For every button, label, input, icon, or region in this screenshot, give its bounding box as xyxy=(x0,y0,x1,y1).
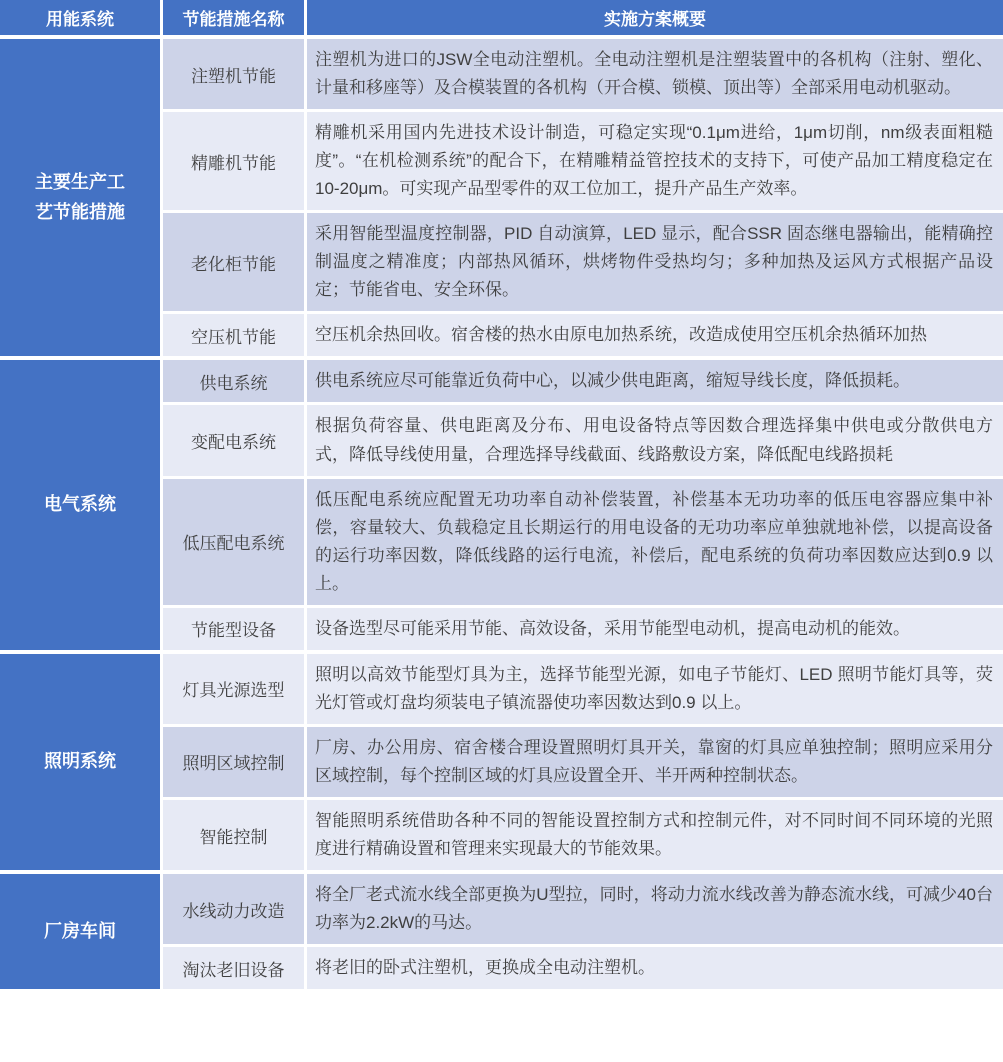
plan-summary-cell: 空压机余热回收。宿舍楼的热水由原电加热系统，改造成使用空压机余热循环加热 xyxy=(307,314,1003,356)
measure-name-cell: 空压机节能 xyxy=(163,314,304,356)
plan-summary-cell: 精雕机采用国内先进技术设计制造，可稳定实现“0.1μm进给，1μm切削，nm级表面粗糙度”。“在机检测系统”的配合下，在精雕精益管控技术的支持下，可使产品加工精度稳定在10-20μm。可实现产品型零件的双工位加工，提升产品生产效率。 xyxy=(307,112,1003,210)
header-cell-plan: 实施方案概要 xyxy=(307,0,1003,35)
system-group-cell: 厂房车间 xyxy=(0,874,160,989)
measure-name-cell: 精雕机节能 xyxy=(163,112,304,210)
plan-summary-cell: 将全厂老式流水线全部更换为U型拉，同时，将动力流水线改善为静态流水线，可减少40台功率为2.2kW的马达。 xyxy=(307,874,1003,944)
system-group-cell: 照明系统 xyxy=(0,654,160,870)
measure-name-cell: 变配电系统 xyxy=(163,405,304,475)
plan-summary-cell: 根据负荷容量、供电距离及分布、用电设备特点等因数合理选择集中供电或分散供电方式，降低导线使用量，合理选择导线截面、线路敷设方案，降低配电线路损耗 xyxy=(307,405,1003,475)
header-cell-system: 用能系统 xyxy=(0,0,160,35)
plan-summary-cell: 照明以高效节能型灯具为主，选择节能型光源，如电子节能灯、LED 照明节能灯具等，荧光灯管或灯盘均须装电子镇流器使功率因数达到0.9 以上。 xyxy=(307,654,1003,724)
plan-summary-cell: 厂房、办公用房、宿舍楼合理设置照明灯具开关，靠窗的灯具应单独控制；照明应采用分区域控制，每个控制区域的灯具应设置全开、半开两种控制状态。 xyxy=(307,727,1003,797)
measure-name-cell: 注塑机节能 xyxy=(163,39,304,109)
plan-summary-cell: 设备选型尽可能采用节能、高效设备，采用节能型电动机，提高电动机的能效。 xyxy=(307,608,1003,650)
plan-summary-cell: 供电系统应尽可能靠近负荷中心，以减少供电距离，缩短导线长度，降低损耗。 xyxy=(307,360,1003,402)
table-section xyxy=(0,360,1003,649)
measure-name-cell: 供电系统 xyxy=(163,360,304,402)
plan-summary-cell: 采用智能型温度控制器，PID 自动演算，LED 显示，配合SSR 固态继电器输出，能精确控制温度之精准度；内部热风循环，烘烤物件受热均匀；多种加热及运风方式根据产品设定；节能省电、安全环保。 xyxy=(307,213,1003,311)
measure-name-cell: 灯具光源选型 xyxy=(163,654,304,724)
plan-summary-cell: 将老旧的卧式注塑机，更换成全电动注塑机。 xyxy=(307,947,1003,989)
system-group-cell: 主要生产工艺节能措施 xyxy=(0,39,160,356)
measure-name-cell: 淘汰老旧设备 xyxy=(163,947,304,989)
table-section xyxy=(0,654,1003,870)
measure-name-cell: 低压配电系统 xyxy=(163,479,304,605)
plan-summary-cell: 注塑机为进口的JSW全电动注塑机。全电动注塑机是注塑装置中的各机构（注射、塑化、计量和移座等）及合模装置的各机构（开合模、锁模、顶出等）全部采用电动机驱动。 xyxy=(307,39,1003,109)
table-body xyxy=(0,39,1003,989)
measure-name-cell: 水线动力改造 xyxy=(163,874,304,944)
measure-name-cell: 照明区域控制 xyxy=(163,727,304,797)
table-section xyxy=(0,874,1003,989)
system-group-cell: 电气系统 xyxy=(0,360,160,649)
table-section xyxy=(0,39,1003,356)
measure-name-cell: 节能型设备 xyxy=(163,608,304,650)
table-header-row xyxy=(0,0,1003,35)
measure-name-cell: 智能控制 xyxy=(163,800,304,870)
plan-summary-cell: 智能照明系统借助各种不同的智能设置控制方式和控制元件，对不同时间不同环境的光照度进行精确设置和管理来实现最大的节能效果。 xyxy=(307,800,1003,870)
plan-summary-cell: 低压配电系统应配置无功功率自动补偿装置，补偿基本无功功率的低压电容器应集中补偿，容量较大、负载稳定且长期运行的用电设备的无功功率应单独就地补偿，以提高设备的运行功率因数，降低线路的运行电流，补偿后，配电系统的负荷功率因数应达到0.9 以上。 xyxy=(307,479,1003,605)
measure-name-cell: 老化柜节能 xyxy=(163,213,304,311)
header-cell-measure: 节能措施名称 xyxy=(163,0,304,35)
